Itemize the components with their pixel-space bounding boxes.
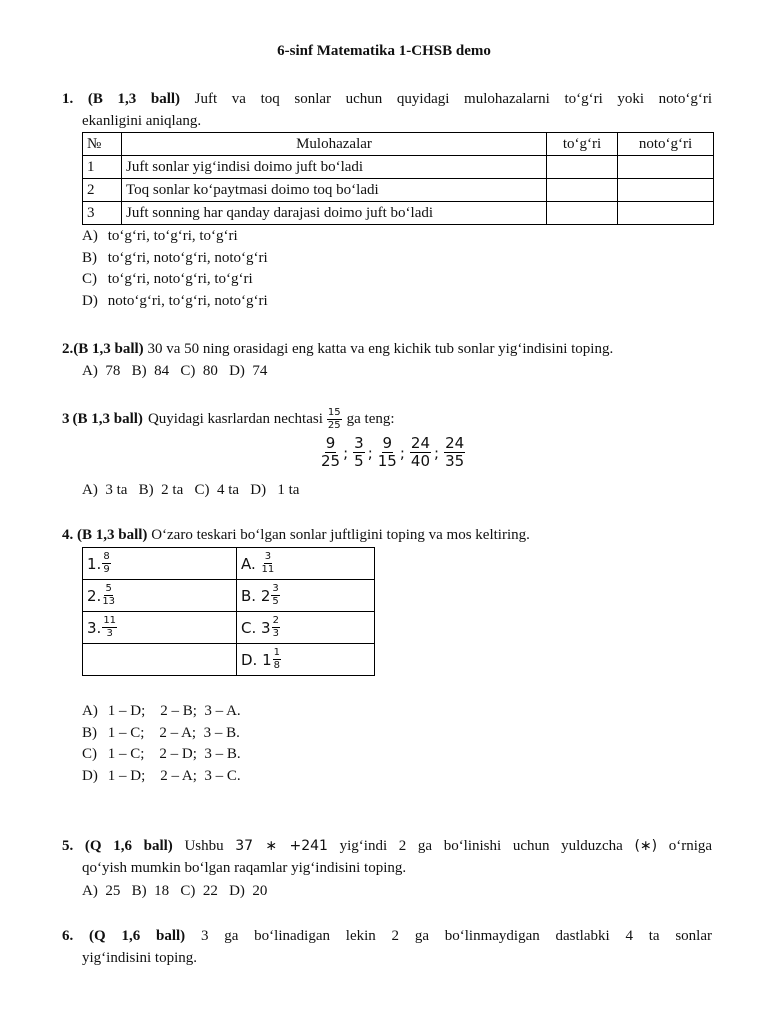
fraction-separator: ;: [343, 443, 349, 462]
q1-row-false-cell: [618, 202, 714, 225]
q5-line2: qo‘yish mumkin bo‘lgan raqamlar yig‘indisini toping.: [82, 860, 407, 876]
option-text: to‘g‘ri, noto‘g‘ri, noto‘g‘ri: [107, 249, 268, 266]
q3-number: 3: [62, 411, 70, 427]
q1-header-statements: Mulohazalar: [122, 133, 547, 156]
q5-text-b: yig‘indi 2 ga bo‘linishi uchun yulduzcha: [339, 838, 623, 854]
q4-fraction: [102, 552, 110, 575]
q4-option-a: [82, 701, 241, 723]
q1-row-number: 3: [83, 202, 122, 225]
mixed-whole: 3: [261, 618, 271, 637]
q2-points: (B 1,3 ball): [73, 341, 144, 357]
q1-header-number: №: [83, 133, 122, 156]
fraction-numerator: 11: [103, 615, 117, 626]
option-text: 1 – D; 2 – A; 3 – C.: [107, 767, 241, 784]
fraction-denominator: 9: [103, 564, 110, 575]
fraction-denominator: 3: [106, 628, 113, 639]
q3-line1: [62, 404, 395, 434]
q4-text: O‘zaro teskari bo‘lgan sonlar juftligini toping va mos keltiring.: [151, 527, 530, 543]
q6-number: 6.: [62, 928, 74, 944]
q1-line1: [62, 90, 712, 108]
fraction-numerator: 5: [105, 583, 112, 594]
q1-row-statement: Juft sonlar yig‘indisi doimo juft bo‘ladi: [122, 156, 547, 179]
option-text: 1 – C; 2 – A; 3 – B.: [107, 724, 240, 741]
q1-row-statement: Juft sonning har qanday darajasi doimo juft bo‘ladi: [122, 202, 547, 225]
table-row: [83, 179, 714, 202]
fraction-denominator: 8: [273, 660, 281, 671]
q4-fraction: [102, 616, 117, 639]
q4-number: 4.: [62, 527, 74, 543]
q1-row-true-cell: [547, 179, 618, 202]
q4-right-cell: [237, 548, 375, 580]
option-text: 1 – C; 2 – D; 3 – B.: [107, 746, 241, 762]
q5-points: (Q 1,6 ball): [84, 838, 173, 854]
q1-row-number: 2: [83, 179, 122, 202]
q5-star-symbol: (∗): [634, 838, 658, 854]
q4-left-cell: [83, 548, 237, 580]
fraction-denominator: 25: [321, 452, 341, 470]
q4-option-c: [82, 744, 241, 766]
table-row: [83, 202, 714, 225]
option-text: 1 – D; 2 – B; 3 – A.: [107, 703, 241, 719]
q5-options: A) 25 B) 18 C) 22 D) 20: [82, 883, 268, 899]
fraction-numerator: 8: [103, 551, 110, 562]
fraction-numerator: 9: [325, 434, 336, 452]
q3-fraction: [444, 436, 465, 469]
fraction-numerator: 3: [354, 434, 364, 452]
q1-options: [82, 226, 268, 312]
q3-fraction-list: [320, 436, 466, 469]
fraction-denominator: 40: [410, 452, 431, 470]
option-letter: A): [82, 703, 98, 719]
q4-fraction: [271, 584, 279, 607]
q1-header-true: to‘g‘ri: [547, 133, 618, 156]
q5-line1: [62, 837, 712, 855]
q4-right-cell: [237, 612, 375, 644]
q6-line1: [62, 927, 712, 945]
fraction-numerator: 3: [272, 583, 279, 594]
q1-line2: ekanligini aniqlang.: [82, 113, 202, 129]
option-text: to‘g‘ri, noto‘g‘ri, to‘g‘ri: [107, 271, 253, 287]
fraction-separator: ;: [367, 443, 373, 462]
fraction-denominator: 5: [354, 452, 364, 470]
q4-option-b: [82, 723, 241, 745]
q1-row-false-cell: [618, 156, 714, 179]
table-row: [83, 580, 375, 612]
fraction-denominator: 11: [261, 564, 275, 575]
q4-options: [82, 701, 241, 787]
item-label: 1.: [87, 554, 102, 573]
item-label: D.: [241, 650, 258, 669]
table-row: [83, 644, 375, 676]
fraction-denominator: 15: [377, 452, 397, 470]
item-label: A.: [241, 554, 256, 573]
option-letter: B): [82, 249, 97, 266]
q1-row-number: 1: [83, 156, 122, 179]
fraction-denominator: 35: [445, 452, 465, 470]
fraction-numerator: 15: [327, 406, 341, 418]
fraction-denominator: 13: [102, 596, 116, 607]
q4-fraction: [272, 616, 280, 639]
q4-right-cell: [237, 644, 375, 676]
table-row: [83, 612, 375, 644]
q2-options: A) 78 B) 84 C) 80 D) 74: [82, 363, 268, 379]
fraction-denominator: 3: [272, 628, 279, 639]
q4-left-cell-empty: [83, 644, 237, 676]
q1-option-b: [82, 248, 268, 270]
q4-match-table: [82, 547, 375, 676]
q1-header-false: noto‘g‘ri: [618, 133, 714, 156]
option-letter: B): [82, 724, 97, 741]
q1-option-d: [82, 291, 268, 313]
q5-text-c: o‘rniga: [668, 838, 713, 854]
q6-text: 3 ga bo‘linadigan lekin 2 ga bo‘linmaydigan dastlabki 4 ta sonlar: [200, 928, 712, 944]
q3-text: Quyidagi kasrlardan nechtasi: [147, 411, 323, 427]
q1-table-header: [83, 133, 714, 156]
item-label: B.: [241, 586, 257, 605]
fraction-separator: ;: [399, 443, 405, 462]
fraction-denominator: 5: [272, 596, 279, 607]
q5-number: 5.: [62, 838, 74, 854]
q1-row-true-cell: [547, 202, 618, 225]
q4-line1: [62, 526, 530, 544]
fraction-numerator: 2: [272, 615, 279, 626]
q1-option-a: [82, 226, 268, 248]
option-letter: C): [82, 271, 97, 287]
q3-fraction: [353, 436, 365, 469]
fraction-denominator: 25: [327, 419, 341, 431]
q3-text-after: ga teng:: [346, 411, 395, 427]
fraction-numerator: 1: [273, 647, 281, 658]
page-title: 6-sinf Matematika 1-CHSB demo: [277, 43, 491, 59]
q1-table: [82, 132, 714, 225]
table-row: [83, 156, 714, 179]
option-letter: D): [82, 767, 98, 784]
option-text: noto‘g‘ri, to‘g‘ri, noto‘g‘ri: [107, 292, 268, 309]
q4-right-cell: [237, 580, 375, 612]
q1-option-c: [82, 269, 268, 291]
q1-row-statement: Toq sonlar ko‘paytmasi doimo toq bo‘ladi: [122, 179, 547, 202]
q4-fraction: [273, 648, 281, 671]
q1-points: (B 1,3 ball): [87, 91, 181, 107]
mixed-whole: 2: [260, 586, 271, 605]
q4-points: (B 1,3 ball): [77, 527, 148, 543]
q6-points: (Q 1,6 ball): [89, 928, 186, 944]
fraction-numerator: 24: [445, 434, 465, 452]
q2-line1: [62, 340, 613, 358]
q3-reference-fraction: [327, 408, 342, 431]
fraction-numerator: 24: [410, 434, 431, 452]
q3-fraction: [410, 436, 431, 469]
item-label: 2.: [87, 586, 102, 605]
q4-left-cell: [83, 612, 237, 644]
q3-options: A) 3 ta B) 2 ta C) 4 ta D) 1 ta: [82, 482, 300, 498]
mixed-whole: 1: [262, 650, 272, 669]
item-label: C.: [241, 618, 257, 637]
q4-fraction: [262, 552, 275, 575]
q4-option-d: [82, 766, 241, 788]
q3-points: (B 1,3 ball): [72, 411, 143, 427]
option-letter: C): [82, 746, 97, 762]
q2-text: 30 va 50 ning orasidagi eng katta va eng kichik tub sonlar yig‘indisini toping.: [147, 341, 614, 357]
q1-row-true-cell: [547, 156, 618, 179]
option-letter: A): [82, 228, 98, 244]
item-label: 3.: [87, 618, 102, 637]
q6-line2: yig‘indisini toping.: [82, 950, 198, 966]
q5-expression: 37 ∗ +241: [235, 838, 328, 854]
q1-text: Juft va toq sonlar uchun quyidagi mulohazalarni to‘g‘ri yoki noto‘g‘ri: [194, 91, 712, 107]
q4-fraction: [102, 584, 115, 607]
q4-left-cell: [83, 580, 237, 612]
q1-row-false-cell: [618, 179, 714, 202]
table-row: [83, 548, 375, 580]
q5-text-a: Ushbu: [184, 838, 224, 854]
option-text: to‘g‘ri, to‘g‘ri, to‘g‘ri: [107, 228, 238, 244]
fraction-numerator: 9: [382, 434, 393, 452]
option-letter: D): [82, 292, 98, 309]
q3-fraction: [321, 436, 340, 469]
q2-number: 2.: [62, 341, 74, 357]
q3-fraction: [378, 436, 397, 469]
fraction-numerator: 3: [264, 551, 272, 562]
fraction-separator: ;: [434, 443, 440, 462]
q1-number: 1.: [62, 91, 74, 107]
